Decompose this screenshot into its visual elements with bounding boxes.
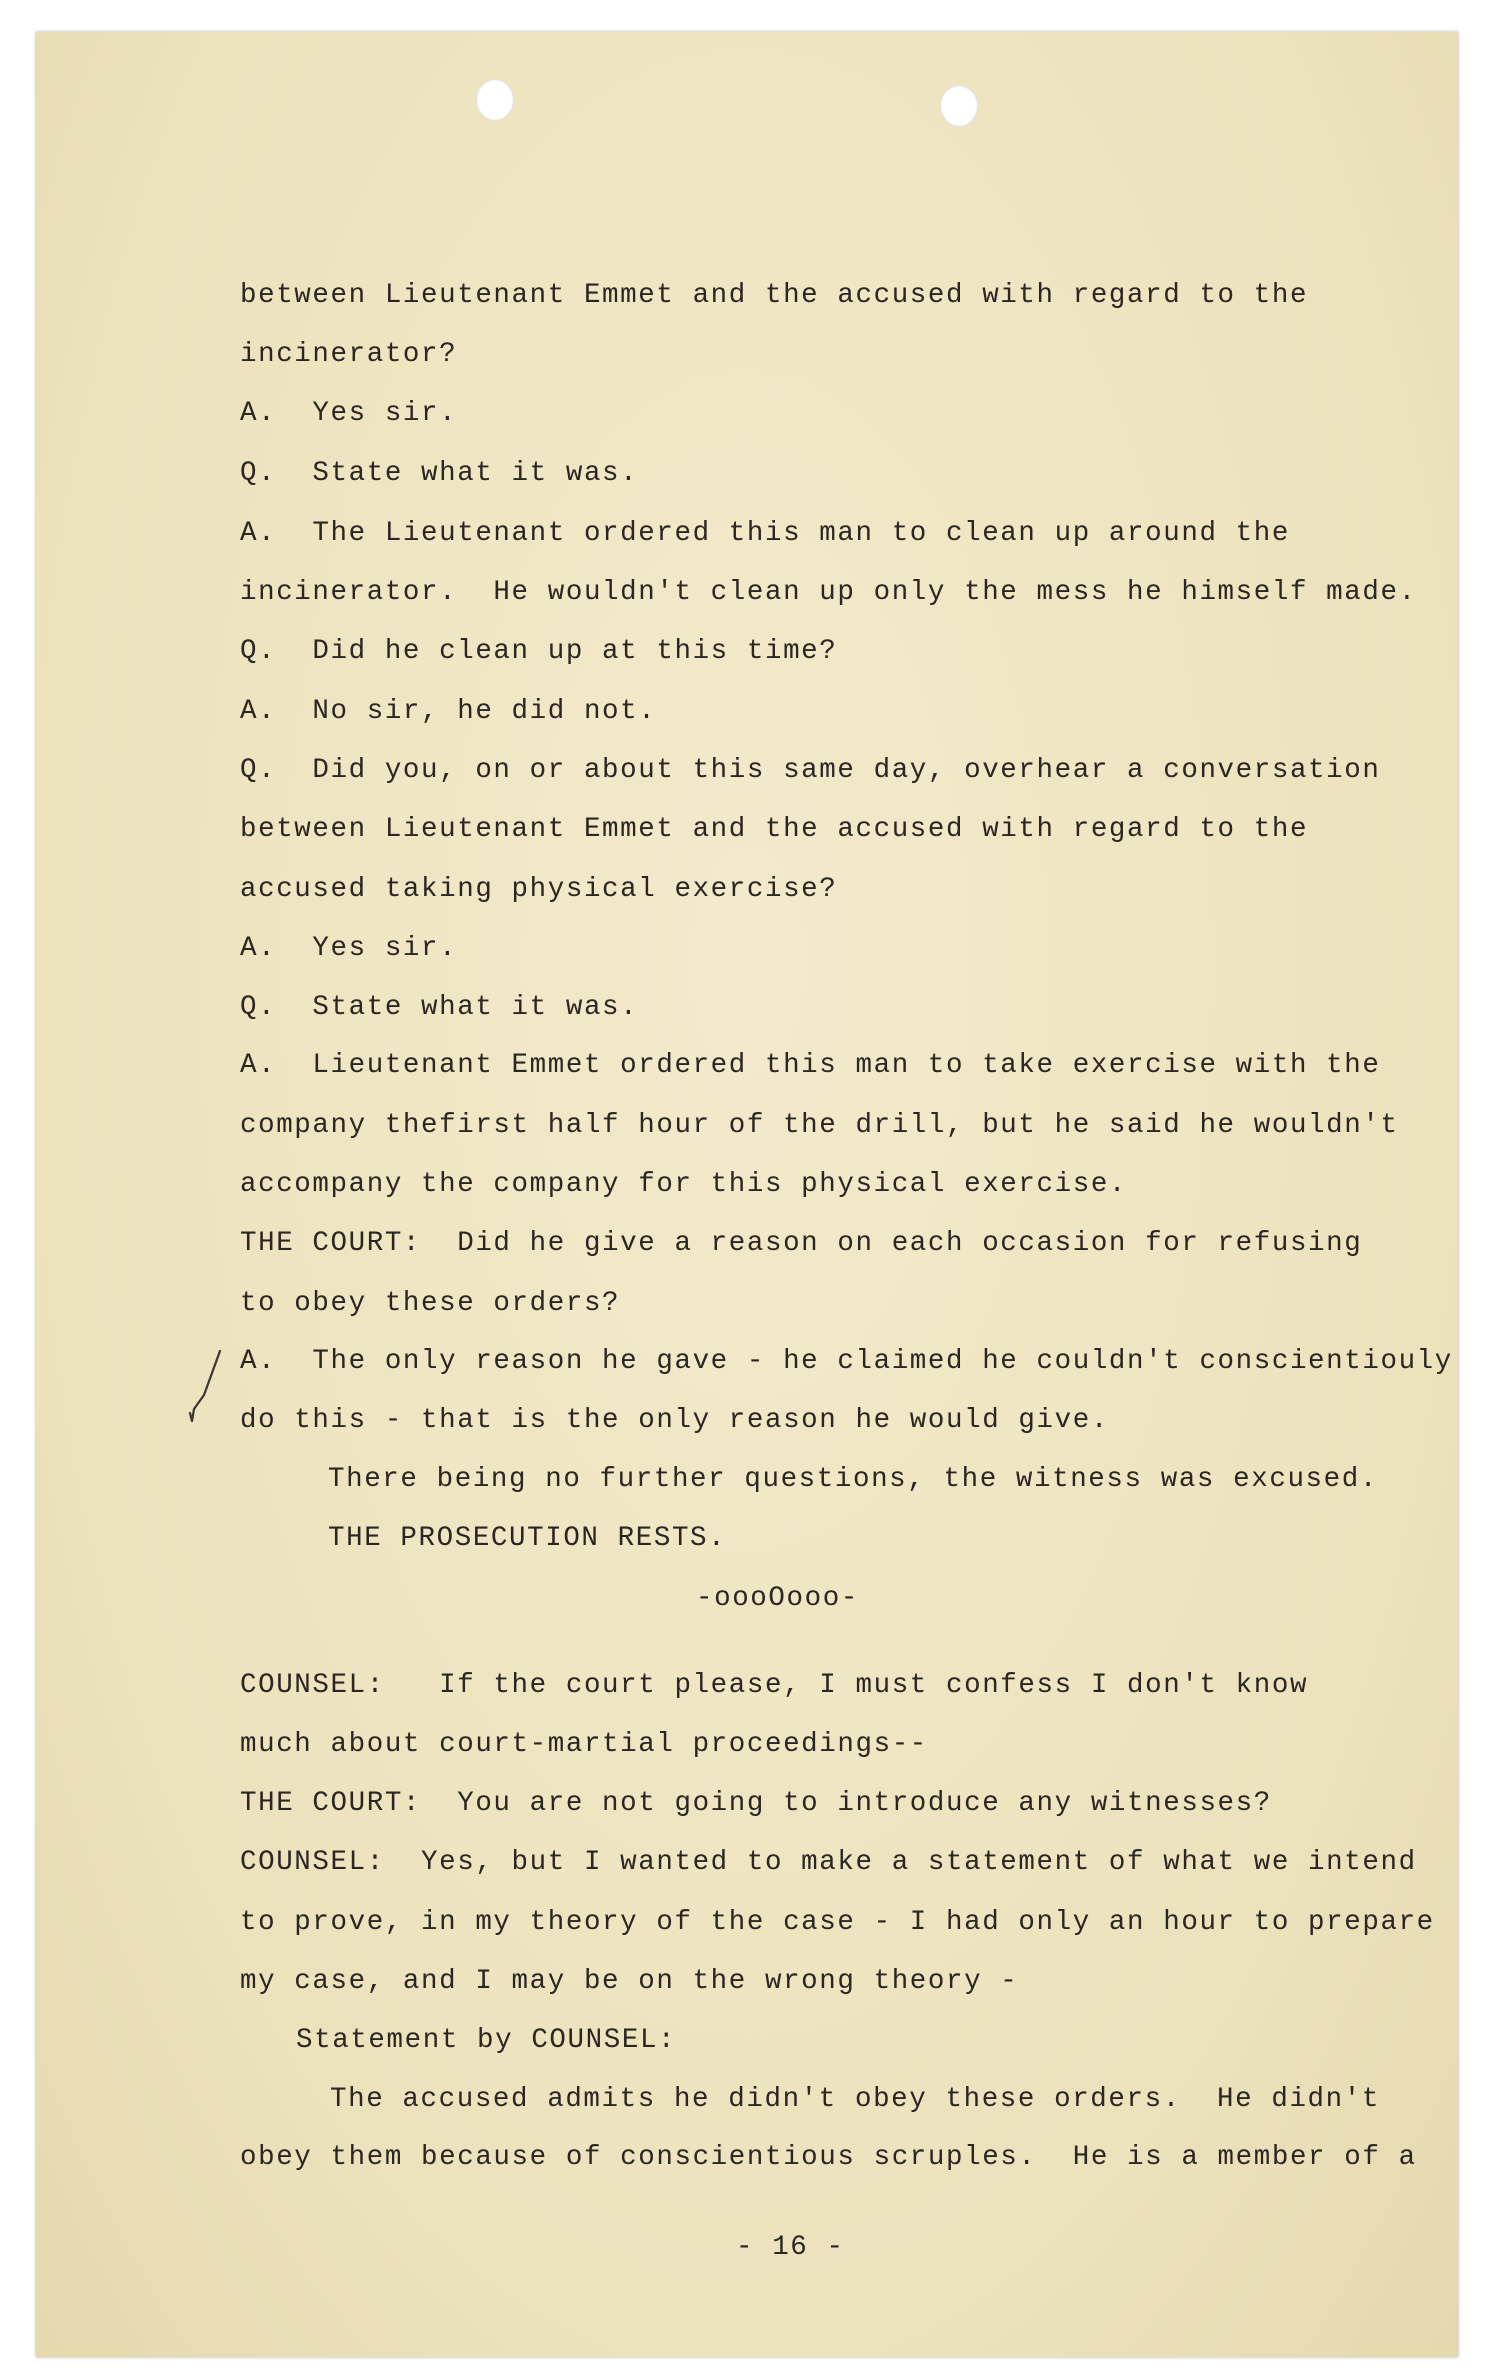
pen-checkmark xyxy=(186,1347,226,1427)
text-line: Statement by COUNSEL: xyxy=(296,2025,677,2056)
text-line: Q. Did you, on or about this same day, overhear a conversation xyxy=(240,755,1381,786)
text-line: Q. State what it was. xyxy=(240,458,639,489)
text-line: A. Lieutenant Emmet ordered this man to take exercise with the xyxy=(240,1050,1381,1081)
text-line: A. The Lieutenant ordered this man to clean up around the xyxy=(240,518,1290,549)
text-line: much about court-martial proceedings-- xyxy=(240,1729,928,1760)
text-line: accused taking physical exercise? xyxy=(240,874,838,905)
page-number: - 16 - xyxy=(736,2232,845,2263)
text-line: company thefirst half hour of the drill, but he said he wouldn't xyxy=(240,1110,1399,1141)
text-line: my case, and I may be on the wrong theory - xyxy=(240,1966,1019,1997)
text-line: accompany the company for this physical exercise. xyxy=(240,1169,1128,1200)
text-line: COUNSEL: If the court please, I must confess I don't know xyxy=(240,1670,1309,1701)
text-line: THE COURT: You are not going to introduce any witnesses? xyxy=(240,1788,1272,1819)
text-line: A. Yes sir. xyxy=(240,398,458,429)
text-line: Q. Did he clean up at this time? xyxy=(240,636,838,667)
text-line: The accused admits he didn't obey these orders. He didn't xyxy=(330,2084,1380,2115)
section-separator: -oooOooo- xyxy=(696,1583,859,1614)
text-line: A. The only reason he gave - he claimed he couldn't conscientiouly xyxy=(240,1346,1453,1377)
punch-hole-left xyxy=(476,79,514,121)
text-line: between Lieutenant Emmet and the accused with regard to the xyxy=(240,814,1309,845)
text-line: to prove, in my theory of the case - I had only an hour to prepare xyxy=(240,1907,1435,1938)
text-line: to obey these orders? xyxy=(240,1288,621,1319)
text-line: incinerator. He wouldn't clean up only the mess he himself made. xyxy=(240,577,1417,608)
text-line: Q. State what it was. xyxy=(240,992,639,1023)
text-line: A. No sir, he did not. xyxy=(240,696,657,727)
text-line: There being no further questions, the witness was excused. xyxy=(328,1464,1378,1495)
text-line: COUNSEL: Yes, but I wanted to make a statement of what we intend xyxy=(240,1847,1417,1878)
text-line: incinerator? xyxy=(240,339,458,370)
text-line: obey them because of conscientious scruples. He is a member of a xyxy=(240,2142,1417,2173)
text-line: A. Yes sir. xyxy=(240,933,458,964)
text-line: do this - that is the only reason he would give. xyxy=(240,1405,1109,1436)
text-line: THE PROSECUTION RESTS. xyxy=(328,1523,727,1554)
text-line: THE COURT: Did he give a reason on each occasion for refusing xyxy=(240,1228,1363,1259)
document-page xyxy=(36,32,1458,2357)
punch-hole-right xyxy=(940,85,978,127)
text-line: between Lieutenant Emmet and the accused with regard to the xyxy=(240,280,1309,311)
